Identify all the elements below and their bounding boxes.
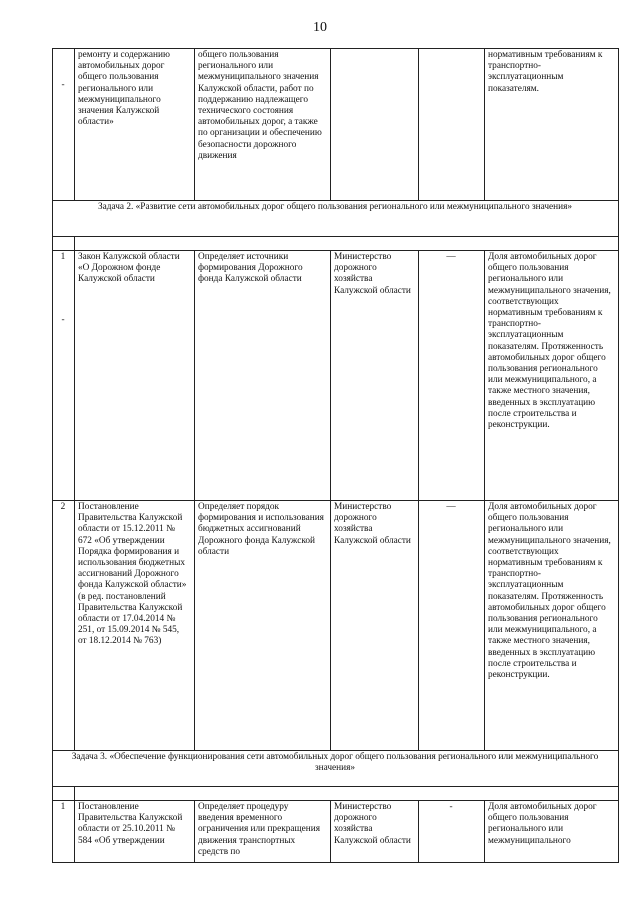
act-content-cell: Определяет процедуру введения временного ограничения или прекращения движения транспортных средств по xyxy=(195,801,331,863)
status-active-label xyxy=(75,787,619,801)
indicator-cell: Доля автомобильных дорог общего пользования регионального или межмуниципального значения, соответствующих нормативным требованиям к транспортно-эксплуатационным показателям. Протяженность автомобильных дорог общего пользования регионального или межмуниципального, а также местного значения, введенных в эксплуатацию после строительства и реконструкции. xyxy=(485,251,619,501)
table-row xyxy=(53,49,619,201)
indicator-cell: Доля автомобильных дорог общего пользования регионального или межмуниципального значения, соответствующих нормативным требованиям к транспортно-эксплуатационным показателям. Протяженность автомобильных дорог общего пользования регионального или межмуниципального, а также местного значения, введенных в эксплуатацию после строительства и реконструкции. xyxy=(485,501,619,751)
executor-cell xyxy=(331,49,419,201)
act-name-cell: Постановление Правительства Калужской области от 25.10.2011 № 584 «Об утверждении xyxy=(75,801,195,863)
act-content-cell: общего пользования регионального или межмуниципального значения Калужской области, работ по поддержанию надлежащего технического состояния автомобильных дорог, а также по организации и обеспечению безопасности дорожного движения xyxy=(195,49,331,201)
act-name-cell: Постановление Правительства Калужской области от 15.12.2011 № 672 «Об утверждении Порядка формирования и использования бюджетных ассигнований Дорожного фонда Калужской области» (в ред. постановлений Правительства Калужской области от 17.04.2014 № 251, от 15.09.2014 № 545, от 18.12.2014 № 763) xyxy=(75,501,195,751)
indicator-cell: Доля автомобильных дорог общего пользования регионального или межмуниципального xyxy=(485,801,619,863)
page-number: 10 xyxy=(313,20,327,35)
status-row xyxy=(53,787,619,801)
status-active-label xyxy=(75,237,619,251)
executor-cell: Министерство дорожного хозяйства Калужской области xyxy=(331,251,419,501)
row-number: 1 - xyxy=(53,251,75,501)
task-header-row xyxy=(53,751,619,787)
executor-cell: Министерство дорожного хозяйства Калужской области xyxy=(331,501,419,751)
deadline-cell: — xyxy=(419,251,485,501)
deadline-cell: — xyxy=(419,501,485,751)
task-header-row xyxy=(53,201,619,237)
row-number: 1 xyxy=(53,801,75,863)
row-number: - xyxy=(53,49,75,201)
act-name-cell: ремонту и содержанию автомобильных дорог общего пользования регионального или межмуниципального значения Калужской области» xyxy=(75,49,195,201)
executor-cell: Министерство дорожного хозяйства Калужской области xyxy=(331,801,419,863)
task-2-title: Задача 2. «Развитие сети автомобильных дорог общего пользования регионального или межмуниципального значения» xyxy=(53,201,619,237)
act-content-cell: Определяет порядок формирования и использования бюджетных ассигнований Дорожного фонда Калужской области xyxy=(195,501,331,751)
indicator-cell: нормативным требованиям к транспортно-эксплуатационным показателям. xyxy=(485,49,619,201)
table-row xyxy=(53,801,619,863)
status-row xyxy=(53,237,619,251)
legal-acts-table xyxy=(52,48,619,863)
act-content-cell: Определяет источники формирования Дорожного фонда Калужской области xyxy=(195,251,331,501)
act-name-cell: Закон Калужской области «О Дорожном фонде Калужской области xyxy=(75,251,195,501)
table-row xyxy=(53,501,619,751)
row-number: 2 xyxy=(53,501,75,751)
task-3-title: Задача 3. «Обеспечение функционирования сети автомобильных дорог общего пользования регионального или межмуниципального значения» xyxy=(53,751,619,787)
deadline-cell: - xyxy=(419,801,485,863)
deadline-cell xyxy=(419,49,485,201)
table-row xyxy=(53,251,619,501)
